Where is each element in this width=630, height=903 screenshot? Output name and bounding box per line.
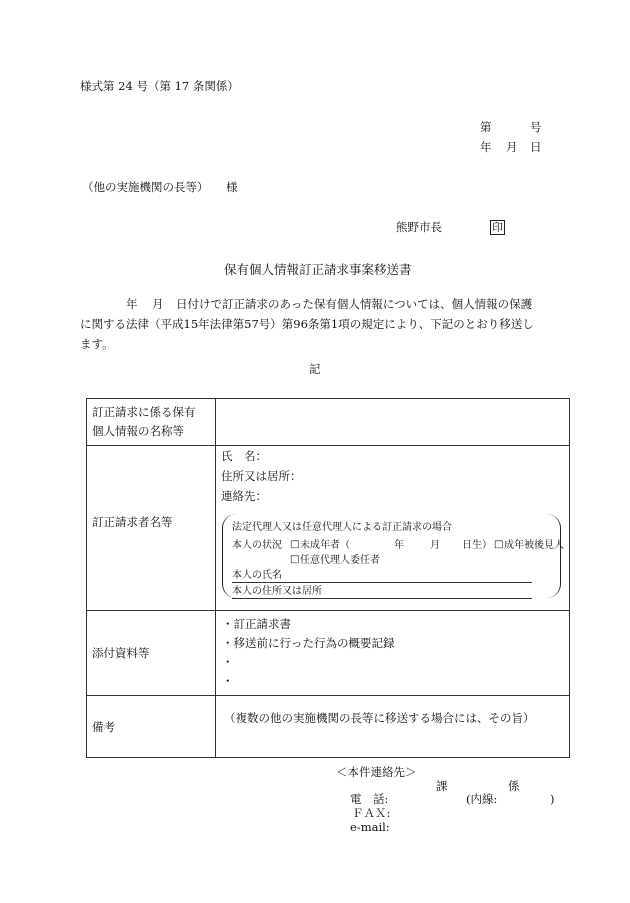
seal-mark: 印 xyxy=(492,221,503,234)
table-row xyxy=(87,611,570,696)
minor-month: 月 xyxy=(430,540,440,551)
minor-year: 年 xyxy=(394,540,404,551)
date-year: 年 xyxy=(480,140,492,154)
body-text-line2: に関する法律（平成15年法律第57号）第96条第1項の規定により、下記のとおり移送し xyxy=(80,317,534,331)
requester-label xyxy=(87,446,216,611)
principal-name-field[interactable] xyxy=(232,570,532,583)
date-day: 日 xyxy=(530,140,542,154)
table-row xyxy=(87,399,570,446)
contact-email: e-mail: xyxy=(350,820,390,834)
record-name-value[interactable] xyxy=(216,399,570,446)
requester-name-label: 氏 名： xyxy=(221,449,267,463)
principal-address-field[interactable] xyxy=(232,586,532,599)
agent-heading: 法定代理人又は任意代理人による訂正請求の場合 xyxy=(232,522,452,533)
contact-fax: ＦＡＸ: xyxy=(352,806,391,820)
body-month: 月 xyxy=(152,297,164,311)
form-number: 様式第 24 号（第 17 条関係） xyxy=(80,79,239,93)
requester-label-text: 訂正請求者名等 xyxy=(92,515,173,529)
document-title: 保有個人情報訂正請求事案移送書 xyxy=(224,262,412,277)
doc-number-go: 号 xyxy=(530,120,542,134)
table-row xyxy=(87,696,570,758)
principal-name-label: 本人の氏名 xyxy=(232,570,282,581)
attachments-label-text: 添付資料等 xyxy=(92,646,150,660)
voluntary-agent-checkbox[interactable]: □ xyxy=(290,554,300,565)
body-year: 年 xyxy=(126,297,138,311)
addressee-label: （他の実施機関の長等） xyxy=(82,180,209,194)
voluntary-agent-label: 任意代理人委任者 xyxy=(300,555,380,566)
attachment-item: ・移送前に行った行為の概要記録 xyxy=(222,636,395,650)
contact-extension: (内線: xyxy=(466,792,498,806)
sender-label: 熊野市長 xyxy=(396,220,442,234)
minor-birth: 日生） xyxy=(462,540,492,551)
remarks-note: （複数の他の実施機関の長等に移送する場合には、その旨） xyxy=(224,711,535,725)
requester-value[interactable] xyxy=(216,446,570,611)
transfer-table xyxy=(86,398,570,758)
addressee-honorific: 様 xyxy=(226,180,238,194)
ki-marker: 記 xyxy=(309,362,321,376)
date-month: 月 xyxy=(506,140,518,154)
doc-number-dai: 第 xyxy=(480,120,492,134)
minor-checkbox[interactable]: □ xyxy=(290,539,300,550)
remarks-label-text: 備考 xyxy=(92,719,115,734)
principal-address-label: 本人の住所又は居所 xyxy=(232,586,322,597)
attachments-label xyxy=(87,611,216,696)
body-text-line1: 日付けで訂正請求のあった保有個人情報については、個人情報の保護 xyxy=(176,297,533,311)
status-label: 本人の状況 xyxy=(232,540,282,551)
contact-ka: 課 xyxy=(436,779,448,793)
attachment-item: ・訂正請求書 xyxy=(222,617,291,631)
body-text-line3: ます。 xyxy=(80,337,114,351)
adult-guardian-label: 成年被後見人 xyxy=(504,540,564,551)
requester-address-label: 住所又は居所： xyxy=(221,469,302,483)
record-name-label-line2: 個人情報の名称等 xyxy=(92,424,184,438)
contact-extension-close: ) xyxy=(550,792,555,806)
adult-guardian-checkbox[interactable]: □ xyxy=(494,539,504,550)
attachments-value[interactable] xyxy=(216,611,570,696)
contact-heading: ＜本件連絡先＞ xyxy=(336,765,417,779)
attachment-item: ・ xyxy=(222,674,234,688)
record-name-label xyxy=(87,399,216,446)
requester-contact-label: 連絡先： xyxy=(221,489,267,503)
contact-kakari: 係 xyxy=(508,779,520,793)
record-name-label-line1: 訂正請求に係る保有 xyxy=(92,405,196,419)
minor-label: 未成年者（ xyxy=(300,540,350,551)
table-row xyxy=(87,446,570,611)
remarks-label xyxy=(87,696,216,758)
remarks-value[interactable] xyxy=(216,696,570,758)
attachment-item: ・ xyxy=(222,655,234,669)
contact-phone: 電 話: xyxy=(350,792,389,806)
